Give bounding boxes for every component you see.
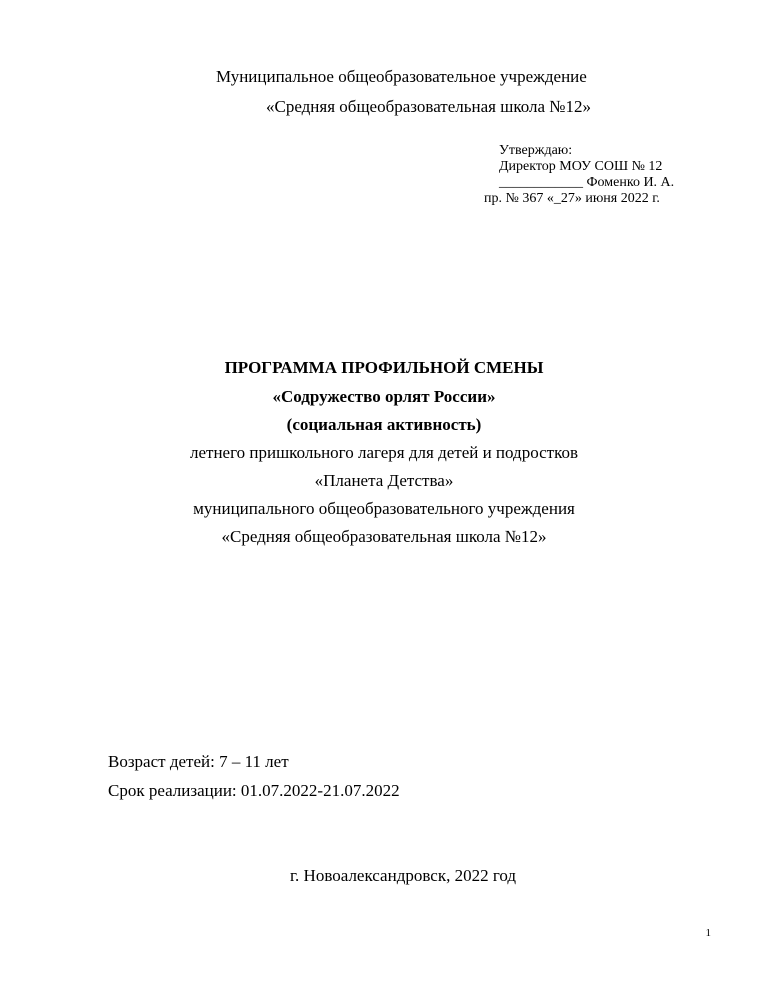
city-year: г. Новоалександровск, 2022 год [290, 866, 517, 885]
camp-name: «Планета Детства» [314, 471, 454, 490]
approval-signature: ____________ Фоменко И. А. [499, 175, 675, 190]
institution-name-line2: «Средняя общеобразовательная школа №12» [266, 97, 591, 116]
implementation-period: Срок реализации: 01.07.2022-21.07.2022 [108, 781, 400, 800]
program-name: «Содружество орлят России» [272, 387, 496, 406]
approval-position: Директор МОУ СОШ № 12 [499, 159, 663, 174]
institution-genitive-line2: «Средняя общеобразовательная школа №12» [221, 527, 547, 546]
approval-label: Утверждаю: [499, 143, 573, 158]
approval-order: пр. № 367 «_27» июня 2022 г. [484, 191, 660, 206]
institution-genitive-line1: муниципального общеобразовательного учреждения [193, 499, 575, 518]
program-focus: (социальная активность) [286, 415, 482, 434]
children-age: Возраст детей: 7 – 11 лет [108, 752, 289, 771]
institution-name-line1: Муниципальное общеобразовательное учреждение [216, 67, 587, 86]
page-number: 1 [705, 927, 711, 939]
program-title: ПРОГРАММА ПРОФИЛЬНОЙ СМЕНЫ [224, 358, 544, 377]
camp-description: летнего пришкольного лагеря для детей и подростков [189, 443, 579, 462]
